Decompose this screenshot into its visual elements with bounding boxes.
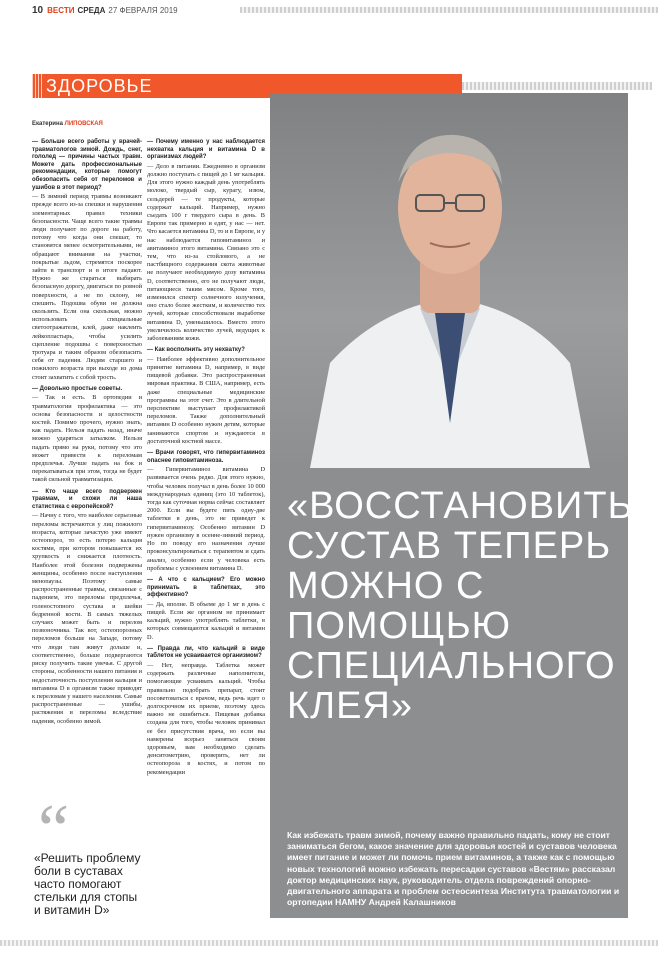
interview-question: — Как восполнить эту нехватку? [147,347,245,354]
interview-question: — Врачи говорят, что гипервитаминоз опаснее гиповитаминоза. [147,450,265,464]
headline-quote: «ВОССТАНОВИТЬ СУСТАВ ТЕПЕРЬ МОЖНО С ПОМОЩЬЮ СПЕЦИАЛЬНОГО КЛЕЯ» [287,485,634,727]
interview-answer: — Да, вполне. В объеме до 1 мг в день с пищей. Если же организм не принимает кальций, нужно употреблять таблетки, в которых совмещаются кальций и витамин D. [147,600,265,641]
author-last-name: ЛИПОВСКАЯ [64,121,103,127]
pull-quote: «Решить проблему боли в суставах часто помогают стельки для стопы и витамин D» [34,851,141,917]
interview-question: — Правда ли, что кальций в виде таблеток не усваивается организмом? [147,645,265,660]
author-first-name: Екатерина [32,121,63,127]
interview-answer: — В зимний период травмы возникают прежде всего из-за спешки и нарушения элементарных правил техники безопасности. Чаще всего такие травмы люди получают по дороге на работу, потому что когда они спешат, то становятся менее осмотрительными, не обращают внимания на участки, покрытые льдом, стремятся поскорее зайти в транспорт и в итоге падают. Нужно же стараться выбирать безопасную дорогу, двигаться по ровной поверхности, а не по склону, не спешить. Подошва обуви не должна скользить. Если она скользкая, можно использовать специальные светоотражатели, клей, даже наклеить лейкопластырь, чтобы усилить сцепление подошвы с поверхностью тротуара и таким образом обезопасить себя от падения. Людям старшего и пожилого возраста при выходе из дома стоит захватить с собой трость. [32,193,142,381]
page-number: 10 [32,4,44,16]
article-lead: Как избежать травм зимой, почему важно правильно падать, кому не стоит заниматься бегом, какое значение для здоровья костей и суставов человека имеет питание и может ли помочь прием витаминов, а также как с помощью новых технологий можно избежать пересадки суставов «Вестям» рассказал доктор медицинских наук, руководитель отдела повреждений опорно-двигательного аппарата и проблем остеосинтеза Института травматологии и ортопедии НАМНУ Андрей Калашников [287,830,620,908]
issue-date: 27 ФЕВРАЛЯ 2019 [108,5,178,15]
interview-answer: — Так и есть. В ортопедии и травматологии профилактика — это основа безопасности и целостности костей. Помимо прочего, нужно знать, как падать. Нельзя падать назад, иначе можно ударяться затылком. Нельзя падать прямо на руки, потому что это может привести к переломам предплечья. Лучше падать на бок и перекатываться при этом, тогда не будет такой сильной травматизации. [32,394,142,484]
interview-question: — Довольно простые советы. [32,385,123,392]
header-rule [240,7,658,13]
interview-question: — Кто чаще всего подвержен травмам, и схожи ли наша статистика с европейской? [32,488,142,510]
rubric-stripes [32,74,44,98]
brand-logo: ВЕСТИ [47,5,75,15]
quote-mark-icon: “ [38,791,70,868]
doctor-photo [270,93,628,468]
interview-answer: — Дело в питании. Ежедневно в организм должно поступать с пищей до 1 мг кальция. Для этого нужно каждый день употреблять молоко, твердый сыр, курагу, изюм, сельдерей — те продукты, которые содержат кальций. Например, нужно съедать 100 г твердого сыра в день. В Европе так примерно и едят, у нас — нет. Что касается витамина D, то и в Европе, и у нас наблюдается гиповитаминоз и авитаминоз этого витамина. Связано это с тем, что из-за стойлового, а не пастбищного содержания скота животные не получают необходимую дозу витамина D, соответственно, его не получают люди, питающиеся таким мясом. Кроме того, изменился спектр солнечного излучения, оно стало более жестким, и количество тех лучей, которые способствовали выработке витамина D, уменьшилось. Вместо этого увеличилось количество лучей, ведущих к заболеваниям кожи. [147,162,265,343]
footer-rule [0,940,658,946]
author-byline [32,121,103,127]
article-column-2 [147,135,265,905]
interview-question: — Больше всего работы у врачей-травматологов зимой. Дождь, снег, гололед — причины частых травм. Можете дать профессиональные рекомендации, которые помогут обезопасить себя от переломов и ушибов в этот период? [32,139,142,191]
interview-answer: — Начну с того, что наиболее серьезные переломы встречаются у лиц пожилого возраста, которые зачастую уже имеют остеопороз, то есть потерю кальция костями, при котором повышается их хрупкость и снижается плотность. Наиболее этой болезни подвержены женщины, особенно после наступления менопаузы. Поэтому самые распространенные травмы, связанные с падением, это переломы предплечья, голеностопного сустава и шейки бедренной кости. В самых тяжелых случаях может быть и перелом позвоночника. Так вот, остеопорозных переломов больше на Западе, потому что люди там живут дольше и, соответственно, больше подвергаются риску получить такие увечья. С другой стороны, особенности нашего питания и недостаточность поступления кальция и витамина D в организм также приводят к переломам у нашего населения. Самые распространенные — ушибы, растяжения и переломы вследствие падения, особенно зимой. [32,512,142,725]
interview-answer: — Наиболее эффективно дополнительное принятие витамина D, например, в виде пищевой добавки. Это распространенная мировая практика. В США, например, есть даже специальные медицинские программы на этот счет. Это в длительной перспективе выступает профилактикой переломов. Также дополнительный витамин D особенно нужен детям, которые занимаются спортом и нуждаются в достаточной костной массе. [147,355,265,445]
interview-answer: — Нет, неправда. Таблетка может содержать различные наполнители, помогающие усваивать кальций. Чтобы правильно подобрать препарат, стоит посоветоваться с врачом, ведь речь идет о долгосрочном их приеме, поэтому здесь важно не ошибиться. Пищевая добавка создана для того, чтобы человек принимал ее без присутствия врача, но если вы намерены всерьез заняться своим здоровьем, вам необходимо сделать денситометрию, проверить, нет ли остеопороза в костях, и потом по рекомендации [147,661,265,776]
article-column-1 [32,135,142,795]
interview-question: — Почему именно у нас наблюдается нехватка кальция и витамина D в организмах людей? [147,139,265,161]
rubric-rule [462,82,652,90]
interview-question: — А что с кальцием? Его можно принимать в таблетках, это эффективно? [147,576,265,599]
issue-day: СРЕДА [77,5,106,15]
interview-answer: — Гипервитаминоз витамина D развивается очень редко. Для этого нужно, чтобы человек получал в день более 10 000 международных единиц (это 10 таблеток), тогда как суточная норма сейчас составляет 2000. Если вы будете пить одну-две таблетки в день, это не приведет к гипервитаминозу. Особенно витамин D нужен организму в осенне-зимний период. Но по поводу его назначения лучше проконсультироваться с терапевтом и сдать анализ, особенно если у человека есть проблемы с усвоением витамина D. [147,466,265,572]
section-title: ЗДОРОВЬЕ [46,75,153,96]
doctor-illustration [270,93,628,468]
